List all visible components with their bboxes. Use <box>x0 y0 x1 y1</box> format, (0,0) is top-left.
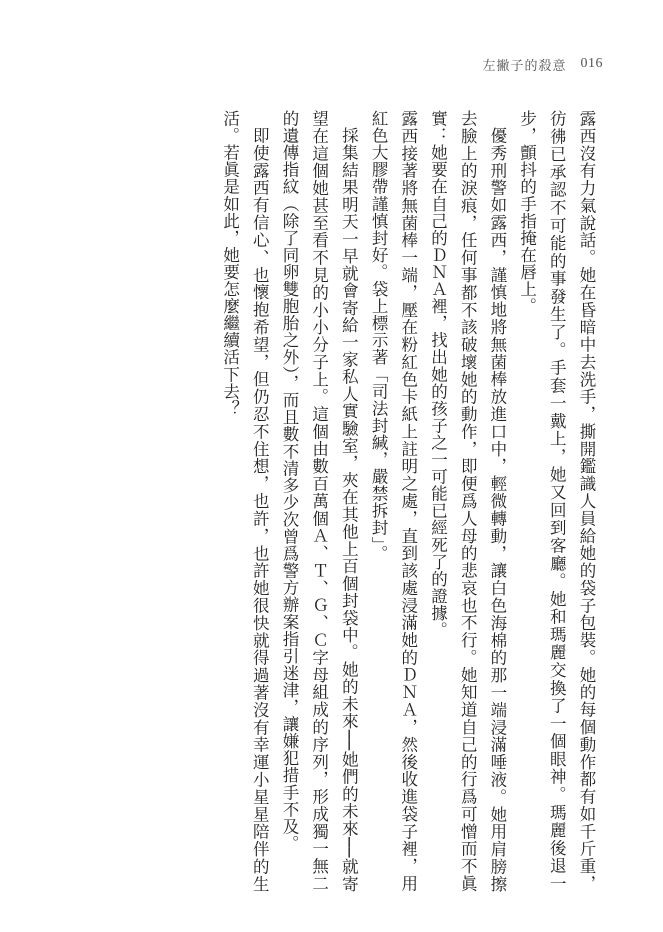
book-title: 左撇子的殺意 <box>482 58 567 74</box>
running-header <box>482 54 603 74</box>
page-number: 016 <box>580 56 603 71</box>
paragraph: 露西接著將無菌棒一端，壓在粉紅色卡紙上註明之處，直到該處浸滿她的ＤＮＡ，然後收進袋子裡，用紅色大膠帶謹慎封好。袋上標示著「司法封緘，嚴禁拆封」。 <box>369 110 418 892</box>
paragraph: 採集結果明天一早就會寄給一家私人實驗室，夾在其他上百個封袋中。她的未來──她們的未來──就寄望在這個她甚至看不見的小小分子上。這個由數百萬個Ａ、Ｔ、Ｇ、Ｃ字母組成的序列，形成獨一無二的遺傳指紋（除了同卵雙胞胎之外），而且數不清多少次曾爲警方辦案指引迷津，讓嫌犯措手不及。 <box>279 110 359 892</box>
paragraph: 即使露西有信心、也懷抱希望，但仍忍不住想，也許，也許她很快就得過著沒有幸運小星星陪伴的生活。若眞是如此，她要怎麼繼續活下去？ <box>220 110 270 892</box>
body-text <box>215 110 601 892</box>
paragraph: 露西沒有力氣說話。她在昏暗中去洗手，撕開鑑識人員給她的袋子包裝。她的每個動作都有如千斤重，彷彿已承認不可能的事發生了。手套一戴上，她又回到客廳。她和瑪麗交換了一個眼神。瑪麗後退一步，顫抖的手指掩在唇上。 <box>517 110 596 892</box>
paragraph: 優秀刑警如露西，謹慎地將無菌棒放進口中，輕微轉動，讓白色海棉的那一端浸滿唾液。她用肩膀擦去臉上的淚痕，任何事都不該破壞她的動作，即便爲人母的悲哀也不行。她知道自己的行爲可憎而不眞實：她要在自己的ＤＮＡ裡，找出她的孩子之一可能已經死了的證據。 <box>428 110 507 892</box>
